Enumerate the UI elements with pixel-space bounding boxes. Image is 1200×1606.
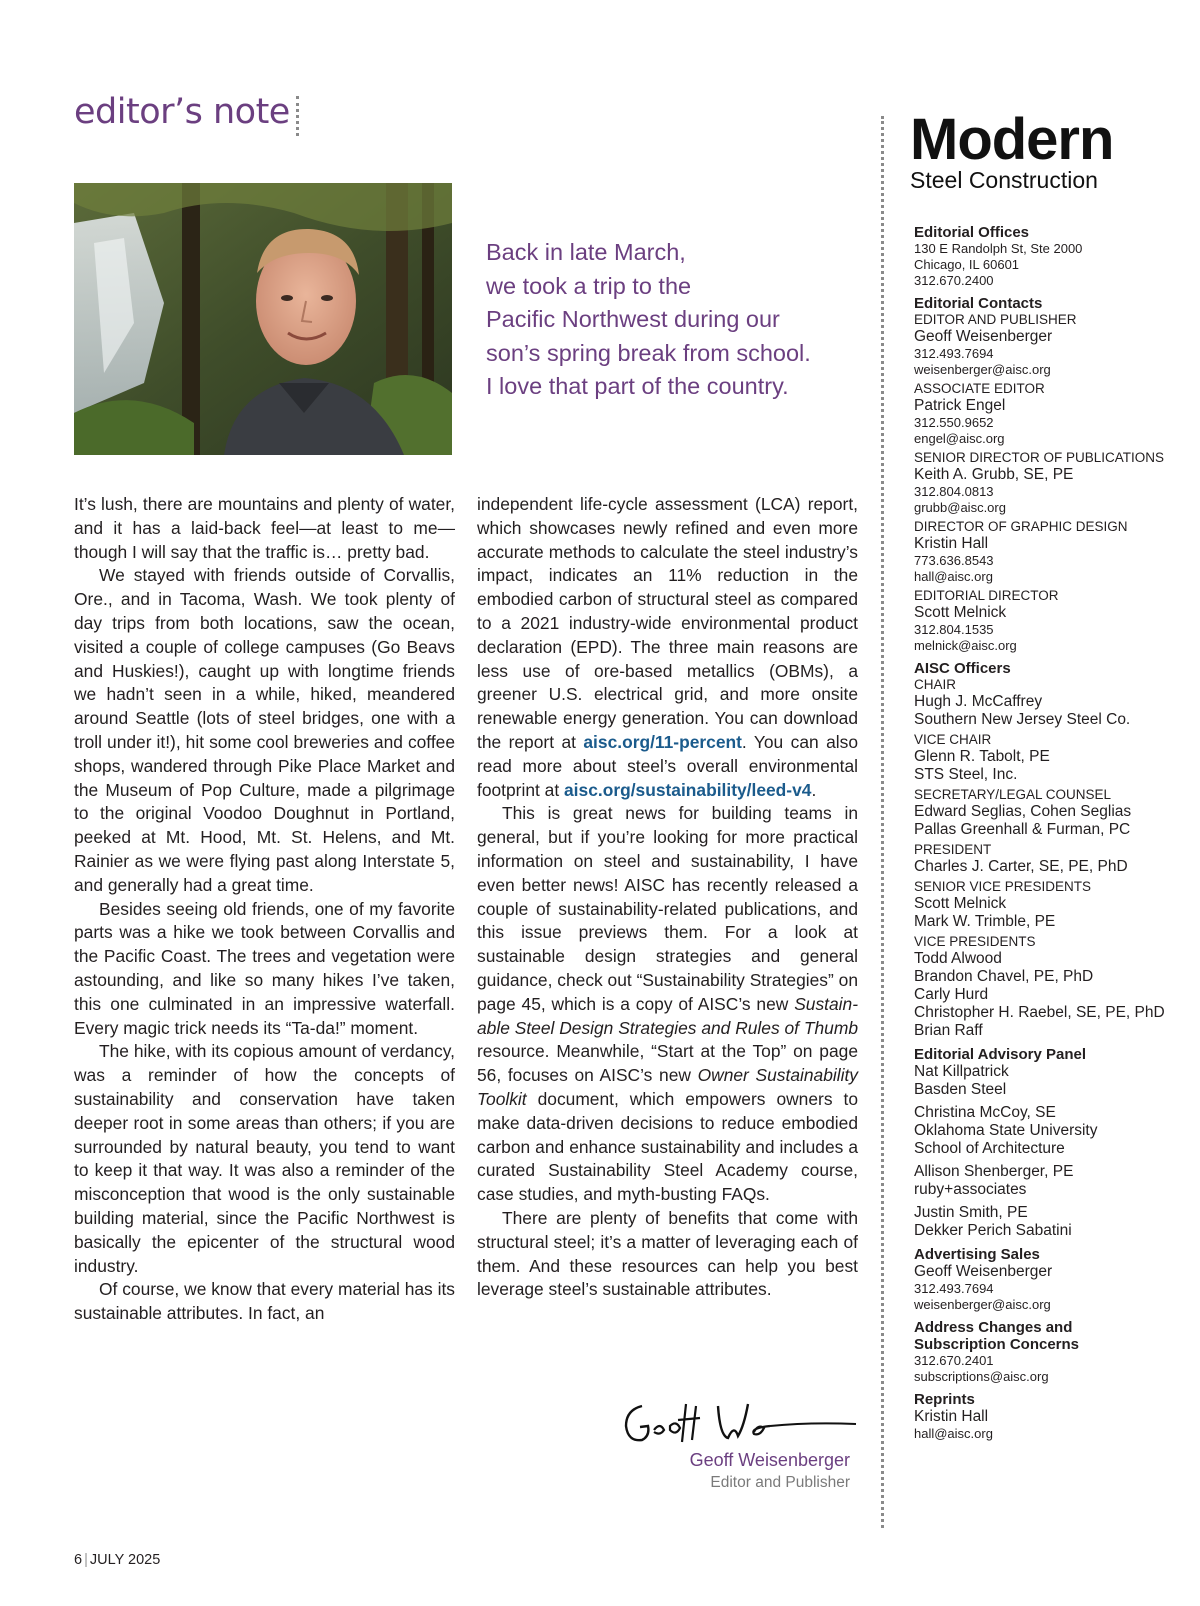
panel-affiliation: ruby+associates bbox=[914, 1181, 1027, 1198]
officer-company: Southern New Jersey Steel Co. bbox=[914, 711, 1131, 728]
pull-quote-line: I love that part of the country. bbox=[486, 373, 789, 399]
body-column-1 bbox=[74, 493, 455, 1326]
signature-name: Geoff Weisenberger bbox=[689, 1450, 850, 1470]
contact-email[interactable]: weisenberger@aisc.org bbox=[914, 362, 1051, 377]
contact-role: EDITORIAL DIRECTOR bbox=[914, 588, 1059, 603]
address-line: 130 E Randolph St, Ste 2000 bbox=[914, 241, 1083, 256]
paragraph: Of course, we know that every material has its sustainable attributes. In fact, an bbox=[74, 1279, 455, 1324]
pull-quote-line: we took a trip to the bbox=[486, 272, 692, 299]
contact-role: EDITOR AND PUBLISHER bbox=[914, 312, 1077, 327]
contact-role: DIRECTOR OF GRAPHIC DESIGN bbox=[914, 519, 1128, 534]
sidebar-heading: Address Changes and bbox=[914, 1319, 1073, 1336]
pull-quote-line: son’s spring break from school. bbox=[486, 339, 811, 366]
contact-email[interactable]: weisenberger@aisc.org bbox=[914, 1297, 1051, 1312]
contact-name: Keith A. Grubb, SE, PE bbox=[914, 466, 1074, 483]
sidebar-heading: AISC Officers bbox=[914, 660, 1011, 677]
signature-image bbox=[620, 1396, 860, 1456]
contact-role: ASSOCIATE EDITOR bbox=[914, 381, 1045, 396]
officer-company: Pallas Greenhall & Furman, PC bbox=[914, 821, 1131, 838]
paragraph-text: . bbox=[811, 779, 817, 800]
phone: 312.670.2400 bbox=[914, 273, 994, 288]
paragraph-text: This is great news for building teams in general, but if you’re looking for more practical information on steel and sustainability, I have even better news! AISC has recently released a couple of sustainability-related publications, and this issue previews them. For a look at sustainable design strategies and general guidance, check out “Sustainability Strategies” on page 45, which is a copy of AISC’s new bbox=[477, 803, 858, 1014]
issue-date: JULY 2025 bbox=[89, 1552, 161, 1568]
panel-affiliation: Oklahoma State University bbox=[914, 1122, 1098, 1139]
contact-phone: 773.636.8543 bbox=[914, 553, 994, 568]
pull-quote-line: Pacific Northwest during our bbox=[486, 306, 780, 332]
paragraph-text: independent life-cycle assessment (LCA) report, which showcases newly refined and even more accurate methods to calculate the steel industry’s impact, indicates an 11% reduction in the embodied carbon of structural steel as compared to a 2021 industry-wide environmental product declaration (EPD). The three main reasons are less use of ore-based metallics (OBMs), a greener U.S. electrical grid, and more onsite renewable energy generation. You can download the report at bbox=[477, 494, 858, 752]
panel-affiliation: Dekker Perich Sabatini bbox=[914, 1222, 1072, 1239]
paragraph: There are plenty of benefits that come with structural steel; it’s a matter of leveraging each of them. And these resources can help you best leverage steel’s sustainable attributes. bbox=[477, 1207, 858, 1300]
officer-role: CHAIR bbox=[914, 677, 957, 692]
officer-role: PRESIDENT bbox=[914, 842, 992, 857]
officer-name: Scott Melnick bbox=[914, 895, 1007, 912]
contact-name: Geoff Weisenberger bbox=[914, 1263, 1053, 1280]
pull-quote-line: Back in late March, bbox=[486, 239, 686, 265]
editor-photo bbox=[74, 183, 452, 455]
masthead-subtitle: Steel Construction bbox=[910, 167, 1098, 193]
sidebar-heading: Subscription Concerns bbox=[914, 1336, 1080, 1353]
panel-member: Justin Smith, PE bbox=[914, 1204, 1028, 1221]
paragraph-text: document, which empowers owners to make data-driven decisions to reduce embodied carbon and enhance sustainability and includes a curated Sustainability Steel Academy course, case studies, and myth-busting FAQs. bbox=[477, 1088, 858, 1205]
paragraph bbox=[477, 802, 858, 1207]
officer-name: Charles J. Carter, SE, PE, PhD bbox=[914, 858, 1128, 875]
paragraph-text: resource. Meanwhile, “Start at the Top” on page 56, focuses on AISC’s new bbox=[477, 1041, 858, 1086]
officer-name: Carly Hurd bbox=[914, 986, 989, 1003]
sidebar-heading: Reprints bbox=[914, 1391, 975, 1408]
officer-name: Brian Raff bbox=[914, 1022, 983, 1039]
header-divider bbox=[296, 96, 299, 136]
contact-email[interactable]: engel@aisc.org bbox=[914, 431, 1005, 446]
page-number: 6 bbox=[74, 1552, 83, 1568]
contact-phone: 312.804.0813 bbox=[914, 484, 994, 499]
contact-name: Patrick Engel bbox=[914, 397, 1006, 414]
link-leed-v4[interactable]: aisc.org/sustainability/leed-v4 bbox=[564, 779, 812, 800]
sidebar-divider bbox=[881, 116, 884, 1528]
contact-phone: 312.804.1535 bbox=[914, 622, 994, 637]
body-column-2 bbox=[477, 493, 858, 1302]
contact-role: SENIOR DIRECTOR OF PUBLICATIONS bbox=[914, 450, 1165, 465]
panel-member: Nat Killpatrick bbox=[914, 1063, 1009, 1080]
masthead-sidebar bbox=[914, 224, 1194, 1442]
contact-phone: 312.550.9652 bbox=[914, 415, 994, 430]
officer-name: Christopher H. Raebel, SE, PE, PhD bbox=[914, 1004, 1165, 1021]
contact-email[interactable]: melnick@aisc.org bbox=[914, 638, 1017, 653]
publication-title: Owner Sustainability Toolkit bbox=[477, 1065, 858, 1109]
sidebar-heading: Advertising Sales bbox=[914, 1246, 1040, 1263]
panel-member: Allison Shenberger, PE bbox=[914, 1163, 1074, 1180]
contact-name: Scott Melnick bbox=[914, 604, 1007, 621]
footer-separator: | bbox=[84, 1552, 88, 1568]
address-line: Chicago, IL 60601 bbox=[914, 257, 1020, 272]
paragraph: The hike, with its copious amount of verdancy, was a reminder of how the concepts of sustainability and conservation have taken deeper root in some areas than others; if you are surrounded by natural beauty, you tend to want to keep it that way. It was also a reminder of the misconception that wood is the only sustainable building material, since the Pacific Northwest is basically the epicenter of the structural wood industry. bbox=[74, 1041, 455, 1276]
contact-email[interactable]: grubb@aisc.org bbox=[914, 500, 1006, 515]
officer-name: Edward Seglias, Cohen Seglias bbox=[914, 803, 1132, 820]
officer-name: Hugh J. McCaffrey bbox=[914, 693, 1043, 710]
paragraph bbox=[477, 493, 858, 802]
officer-role: VICE CHAIR bbox=[914, 732, 992, 747]
publication-title: Sustainable Steel Design Strategies and Rules of Thumb bbox=[477, 993, 858, 1038]
panel-affiliation: Basden Steel bbox=[914, 1081, 1007, 1098]
contact-email[interactable]: subscriptions@aisc.org bbox=[914, 1369, 1049, 1384]
officer-name: Todd Alwood bbox=[914, 950, 1002, 967]
paragraph-text: . You can also read more about steel’s overall environmental footprint at bbox=[477, 731, 858, 800]
officer-name: Mark W. Trimble, PE bbox=[914, 913, 1056, 930]
officer-company: STS Steel, Inc. bbox=[914, 766, 1018, 783]
panel-member: Christina McCoy, SE bbox=[914, 1104, 1056, 1121]
officer-name: Brandon Chavel, PE, PhD bbox=[914, 968, 1094, 985]
panel-affiliation: School of Architecture bbox=[914, 1140, 1065, 1157]
sidebar-heading: Editorial Offices bbox=[914, 224, 1030, 241]
masthead-title: Modern bbox=[910, 107, 1114, 172]
sidebar-heading: Editorial Contacts bbox=[914, 295, 1043, 312]
contact-phone: 312.493.7694 bbox=[914, 1281, 994, 1296]
contact-phone: 312.493.7694 bbox=[914, 346, 994, 361]
page-footer bbox=[74, 1552, 160, 1568]
paragraph: We stayed with friends outside of Corvallis, Ore., and in Tacoma, Wash. We took plenty of day trips from both locations, saw the ocean, visited a couple of college campuses (Go Beavs and Huskies!), caught up with longtime friends we hadn’t seen in a while, hiked, meandered around Seattle (lots of steel bridges, one with a troll under it!), hit some cool breweries and coffee shops, wandered through Pike Place Market and the Museum of Pop Culture, made a pilgrimage to the original Voodoo Doughnut in Portland, peeked at Mt. Hood, Mt. St. Helens, and Mt. Rainier as we were flying past along Interstate 5, and generally had a great time. bbox=[74, 565, 455, 895]
officer-role: SENIOR VICE PRESIDENTS bbox=[914, 879, 1092, 894]
pull-quote bbox=[486, 236, 846, 404]
contact-name: Kristin Hall bbox=[914, 1408, 989, 1425]
link-11-percent[interactable]: aisc.org/11-percent bbox=[583, 731, 742, 752]
contact-phone: 312.670.2401 bbox=[914, 1353, 994, 1368]
paragraph: It’s lush, there are mountains and plenty of water, and it has a laid-back feel—at least to me—though I will say that the traffic is… pretty bad. bbox=[74, 494, 455, 562]
contact-name: Kristin Hall bbox=[914, 535, 989, 552]
contact-name: Geoff Weisenberger bbox=[914, 328, 1053, 345]
officer-name: Glenn R. Tabolt, PE bbox=[914, 748, 1050, 765]
officer-role: VICE PRESIDENTS bbox=[914, 934, 1036, 949]
sidebar-heading: Editorial Advisory Panel bbox=[914, 1046, 1086, 1063]
paragraph: Besides seeing old friends, one of my favorite parts was a hike we took between Corvallis and the Pacific Coast. The trees and vegetation were astounding, and like so many hikes I’ve taken, this one culminated in an impressive waterfall. Every magic trick needs its “Ta-da!” moment. bbox=[74, 898, 455, 1038]
contact-email[interactable]: hall@aisc.org bbox=[914, 1426, 993, 1441]
section-title: editor’s note bbox=[74, 92, 290, 132]
signature-title: Editor and Publisher bbox=[710, 1474, 850, 1491]
officer-role: SECRETARY/LEGAL COUNSEL bbox=[914, 787, 1112, 802]
masthead-logo bbox=[910, 107, 1114, 193]
contact-email[interactable]: hall@aisc.org bbox=[914, 569, 993, 584]
